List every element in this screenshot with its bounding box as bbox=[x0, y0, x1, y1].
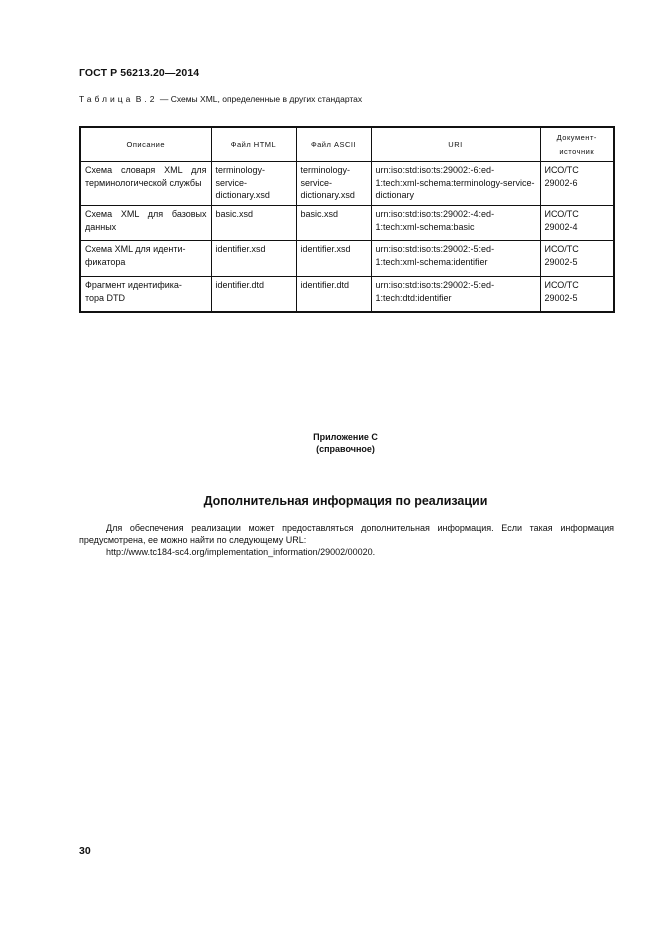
cell-uri: urn:iso:std:iso:ts:29002:-5:ed-1:tech:dtd:identifier bbox=[371, 277, 540, 312]
cell-description: Схема XML для базовых данных bbox=[80, 206, 211, 241]
cell-description: Схема XML для иденти- фикатора bbox=[80, 241, 211, 277]
table-row bbox=[80, 241, 614, 277]
table-caption-label: Таблица bbox=[79, 94, 134, 104]
table-caption bbox=[79, 94, 362, 104]
cell-source-document: ИСО/ТС 29002-4 bbox=[540, 206, 614, 241]
cell-description: Схема словаря XML для терминологической службы bbox=[80, 162, 211, 206]
cell-source-document: ИСО/ТС 29002-5 bbox=[540, 277, 614, 312]
section-title: Дополнительная информация по реализации bbox=[203, 494, 488, 508]
cell-source-document: ИСО/ТС 29002-5 bbox=[540, 241, 614, 277]
cell-ascii-file: identifier.dtd bbox=[296, 277, 371, 312]
appendix-note: (справочное) bbox=[316, 444, 375, 454]
table-header-row bbox=[80, 127, 614, 162]
table-caption-number: В.2 bbox=[135, 94, 158, 104]
column-header-html-file: Файл HTML bbox=[211, 127, 296, 162]
cell-uri: urn:iso:std:iso:ts:29002:-6:ed-1:tech:xml-schema:terminology-service-dictionary bbox=[371, 162, 540, 206]
cell-ascii-file: identifier.xsd bbox=[296, 241, 371, 277]
section-paragraph: Для обеспечения реализации может предоставляться дополнительная информация. Если такая информация предусмотрена, ее можно найти по следующему URL: bbox=[79, 523, 614, 545]
cell-html-file: identifier.xsd bbox=[211, 241, 296, 277]
page-number: 30 bbox=[79, 845, 91, 857]
table-row bbox=[80, 277, 614, 312]
table-caption-text: — Схемы XML, определенные в других стандартах bbox=[157, 94, 363, 104]
implementation-url: http://www.tc184-sc4.org/implementation_information/29002/00020. bbox=[106, 547, 376, 557]
xml-schemas-table bbox=[79, 126, 615, 313]
cell-html-file: terminology-service-dictionary.xsd bbox=[211, 162, 296, 206]
cell-description: Фрагмент идентифика- тора DTD bbox=[80, 277, 211, 312]
column-header-uri: URI bbox=[371, 127, 540, 162]
appendix-title: Приложение С bbox=[313, 432, 378, 442]
column-header-source-document: Документ-источник bbox=[540, 127, 614, 162]
cell-html-file: identifier.dtd bbox=[211, 277, 296, 312]
document-header: ГОСТ Р 56213.20—2014 bbox=[79, 67, 200, 79]
cell-uri: urn:iso:std:iso:ts:29002:-5:ed-1:tech:xml-schema:identifier bbox=[371, 241, 540, 277]
cell-ascii-file: terminology-service-dictionary.xsd bbox=[296, 162, 371, 206]
cell-html-file: basic.xsd bbox=[211, 206, 296, 241]
cell-source-document: ИСО/ТС 29002-6 bbox=[540, 162, 614, 206]
cell-uri: urn:iso:std:iso:ts:29002:-4:ed-1:tech:xml-schema:basic bbox=[371, 206, 540, 241]
column-header-ascii-file: Файл ASCII bbox=[296, 127, 371, 162]
table-row bbox=[80, 206, 614, 241]
column-header-description: Описание bbox=[80, 127, 211, 162]
table-row bbox=[80, 162, 614, 206]
cell-ascii-file: basic.xsd bbox=[296, 206, 371, 241]
